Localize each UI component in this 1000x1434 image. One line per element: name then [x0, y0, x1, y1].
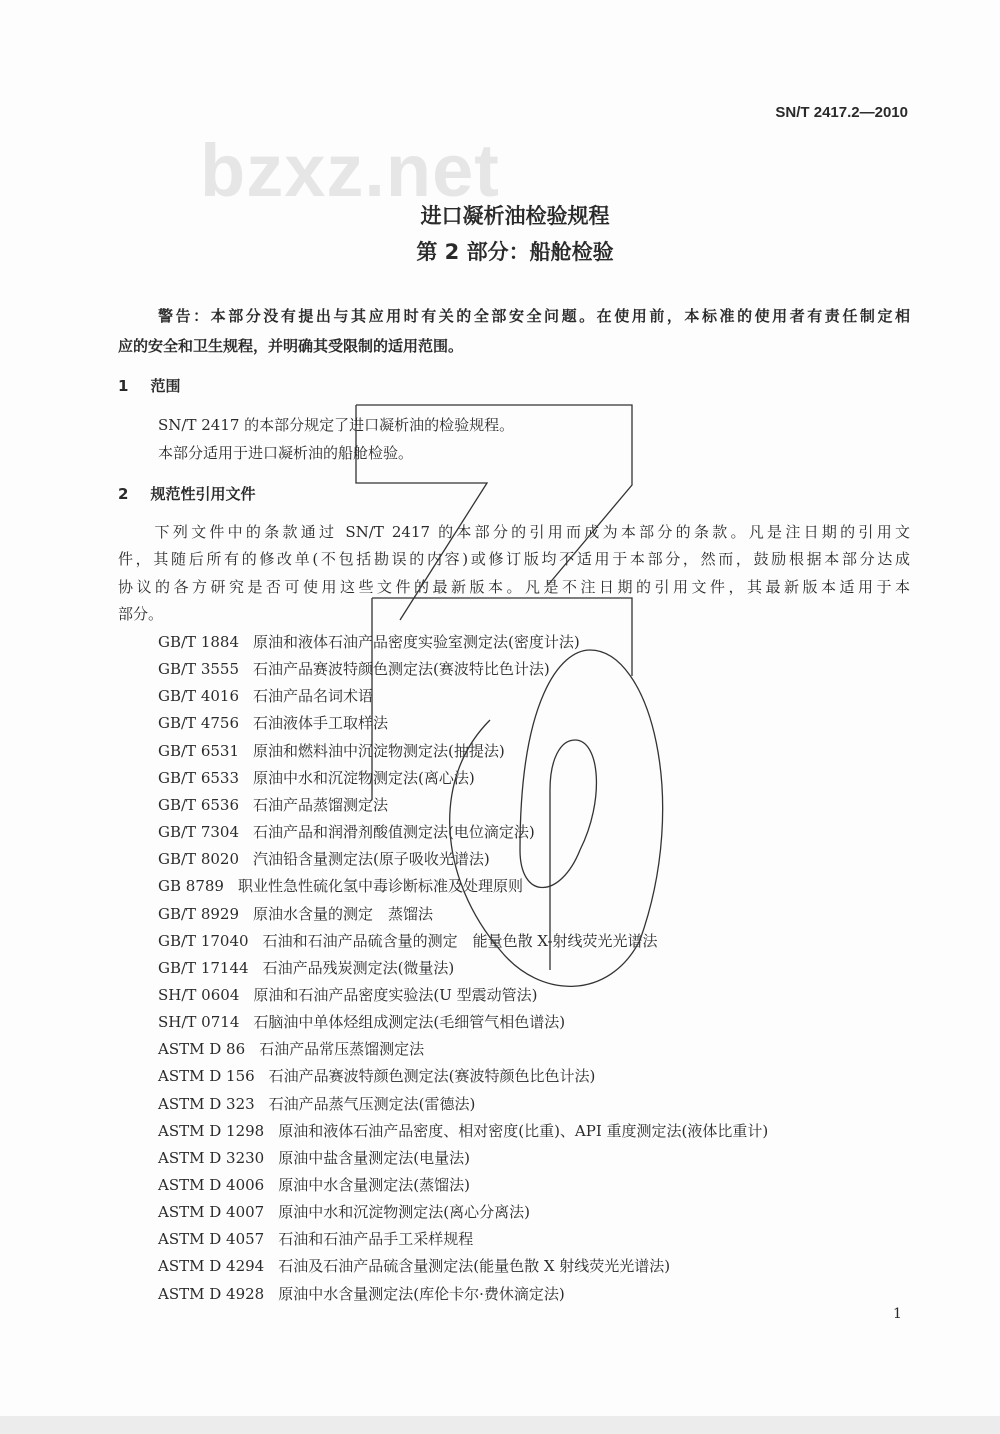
- reference-title: 石油和石油产品手工采样规程: [278, 1230, 474, 1249]
- reference-title: 原油和液体石油产品密度实验室测定法(密度计法): [253, 633, 580, 651]
- paragraph-line: 下列文件中的条款通过 SN/T 2417 的本部分的引用而成为本部分的条款。凡是注日期的引用文: [118, 523, 910, 541]
- reference-code: GB/T 8020: [158, 850, 240, 869]
- reference-code: GB/T 17040: [158, 931, 249, 950]
- reference-code: SH/T 0604: [158, 985, 240, 1004]
- reference-title: 石油产品赛波特颜色测定法(赛波特比色计法): [253, 660, 550, 679]
- reference-title: 原油中水和沉淀物测定法(离心法): [253, 768, 475, 787]
- section-number: 2: [118, 485, 129, 503]
- reference-code: ASTM D 1298: [158, 1121, 265, 1140]
- standard-number: SN/T 2417.2—2010: [775, 104, 908, 121]
- paragraph: 本部分适用于进口凝析油的船舱检验。: [158, 444, 414, 462]
- reference-code: ASTM D 4006: [158, 1176, 265, 1194]
- paragraph: SN/T 2417 的本部分规定了进口凝析油的检验规程。: [158, 416, 515, 434]
- reference-title: 石脑油中单体烃组成测定法(毛细管气相色谱法): [253, 1013, 566, 1032]
- reference-code: SH/T 0714: [158, 1013, 240, 1032]
- reference-title: 石油液体手工取样法: [253, 714, 389, 733]
- reference-code: ASTM D 3230: [158, 1148, 265, 1167]
- reference-title: 汽油铅含量测定法(原子吸收光谱法): [253, 850, 490, 869]
- reference-code: ASTM D 86: [158, 1040, 246, 1059]
- warning-line: 警告：本部分没有提出与其应用时有关的全部安全问题。在使用前，本标准的使用者有责任制定相: [158, 307, 910, 325]
- document-subtitle: 第 2 部分：船舱检验: [416, 240, 614, 264]
- paragraph-line: 协议的各方研究是否可使用这些文件的最新版本。凡是不注日期的引用文件，其最新版本适用于本: [118, 578, 910, 596]
- section-title: 范围: [150, 377, 181, 395]
- stamp-seven-shape: [356, 405, 632, 620]
- reference-title: 原油中水含量测定法(蒸馏法): [278, 1176, 470, 1194]
- reference-code: GB 8789: [158, 877, 224, 896]
- reference-title: 石油产品赛波特颜色测定法(赛波特颜色比色计法): [268, 1067, 596, 1086]
- reference-code: GB/T 7304: [158, 823, 240, 842]
- warning-line: 应的安全和卫生规程，并明确其受限制的适用范围。: [118, 337, 464, 355]
- reference-title: 石油产品残炭测定法(微量法): [262, 958, 455, 977]
- reference-code: GB/T 6536: [158, 795, 240, 814]
- reference-code: GB/T 17144: [158, 958, 249, 977]
- reference-title: 石油和石油产品硫含量的测定 能量色散 X-射线荧光光谱法: [262, 931, 658, 950]
- reference-code: ASTM D 156: [158, 1067, 255, 1086]
- reference-title: 石油及石油产品硫含量测定法(能量色散 X 射线荧光光谱法): [278, 1257, 671, 1276]
- reference-code: ASTM D 4294: [158, 1257, 265, 1276]
- bottom-scroll-band: [0, 1416, 1000, 1434]
- stamp-spiral: [450, 650, 663, 986]
- stamp-box: [372, 598, 632, 800]
- paragraph-line: 部分。: [118, 605, 164, 623]
- reference-code: ASTM D 323: [158, 1094, 255, 1113]
- section-title: 规范性引用文件: [150, 485, 256, 503]
- reference-code: GB/T 4016: [158, 687, 240, 706]
- reference-title: 原油水含量的测定 蒸馏法: [253, 904, 434, 923]
- reference-title: 原油和石油产品密度实验法(U 型震动管法): [253, 985, 538, 1004]
- reference-code: ASTM D 4007: [158, 1203, 265, 1222]
- reference-code: GB/T 4756: [158, 714, 240, 733]
- reference-title: 原油中水和沉淀物测定法(离心分离法): [278, 1203, 530, 1222]
- reference-title: 石油产品和润滑剂酸值测定法(电位滴定法): [253, 823, 535, 842]
- page-number: 1: [893, 1306, 902, 1322]
- reference-title: 石油产品蒸馏测定法: [253, 795, 389, 814]
- reference-code: GB/T 6533: [158, 768, 240, 787]
- reference-code: ASTM D 4928: [158, 1284, 265, 1303]
- reference-title: 石油产品常压蒸馏测定法: [259, 1040, 425, 1059]
- reference-title: 石油产品名词术语: [253, 687, 374, 706]
- reference-title: 原油中水含量测定法(库伦卡尔·费休滴定法): [278, 1284, 565, 1303]
- reference-code: GB/T 8929: [158, 904, 240, 923]
- reference-code: GB/T 1884: [158, 633, 240, 651]
- document-title: 进口凝析油检验规程: [420, 204, 610, 228]
- reference-title: 石油产品蒸气压测定法(雷德法): [268, 1094, 476, 1113]
- paragraph-line: 件，其随后所有的修改单(不包括勘误的内容)或修订版均不适用于本部分，然而，鼓励根据本部分达成: [118, 550, 910, 568]
- reference-code: GB/T 6531: [158, 741, 240, 760]
- reference-title: 职业性急性硫化氢中毒诊断标准及处理原则: [237, 877, 523, 896]
- reference-code: GB/T 3555: [158, 660, 240, 679]
- watermark: bzxz.net: [200, 129, 500, 212]
- reference-code: ASTM D 4057: [158, 1230, 265, 1249]
- reference-title: 原油和液体石油产品密度、相对密度(比重)、API 重度测定法(液体比重计): [278, 1121, 769, 1140]
- reference-title: 原油中盐含量测定法(电量法): [278, 1148, 470, 1167]
- reference-title: 原油和燃料油中沉淀物测定法(抽提法): [253, 741, 505, 760]
- section-number: 1: [118, 377, 129, 395]
